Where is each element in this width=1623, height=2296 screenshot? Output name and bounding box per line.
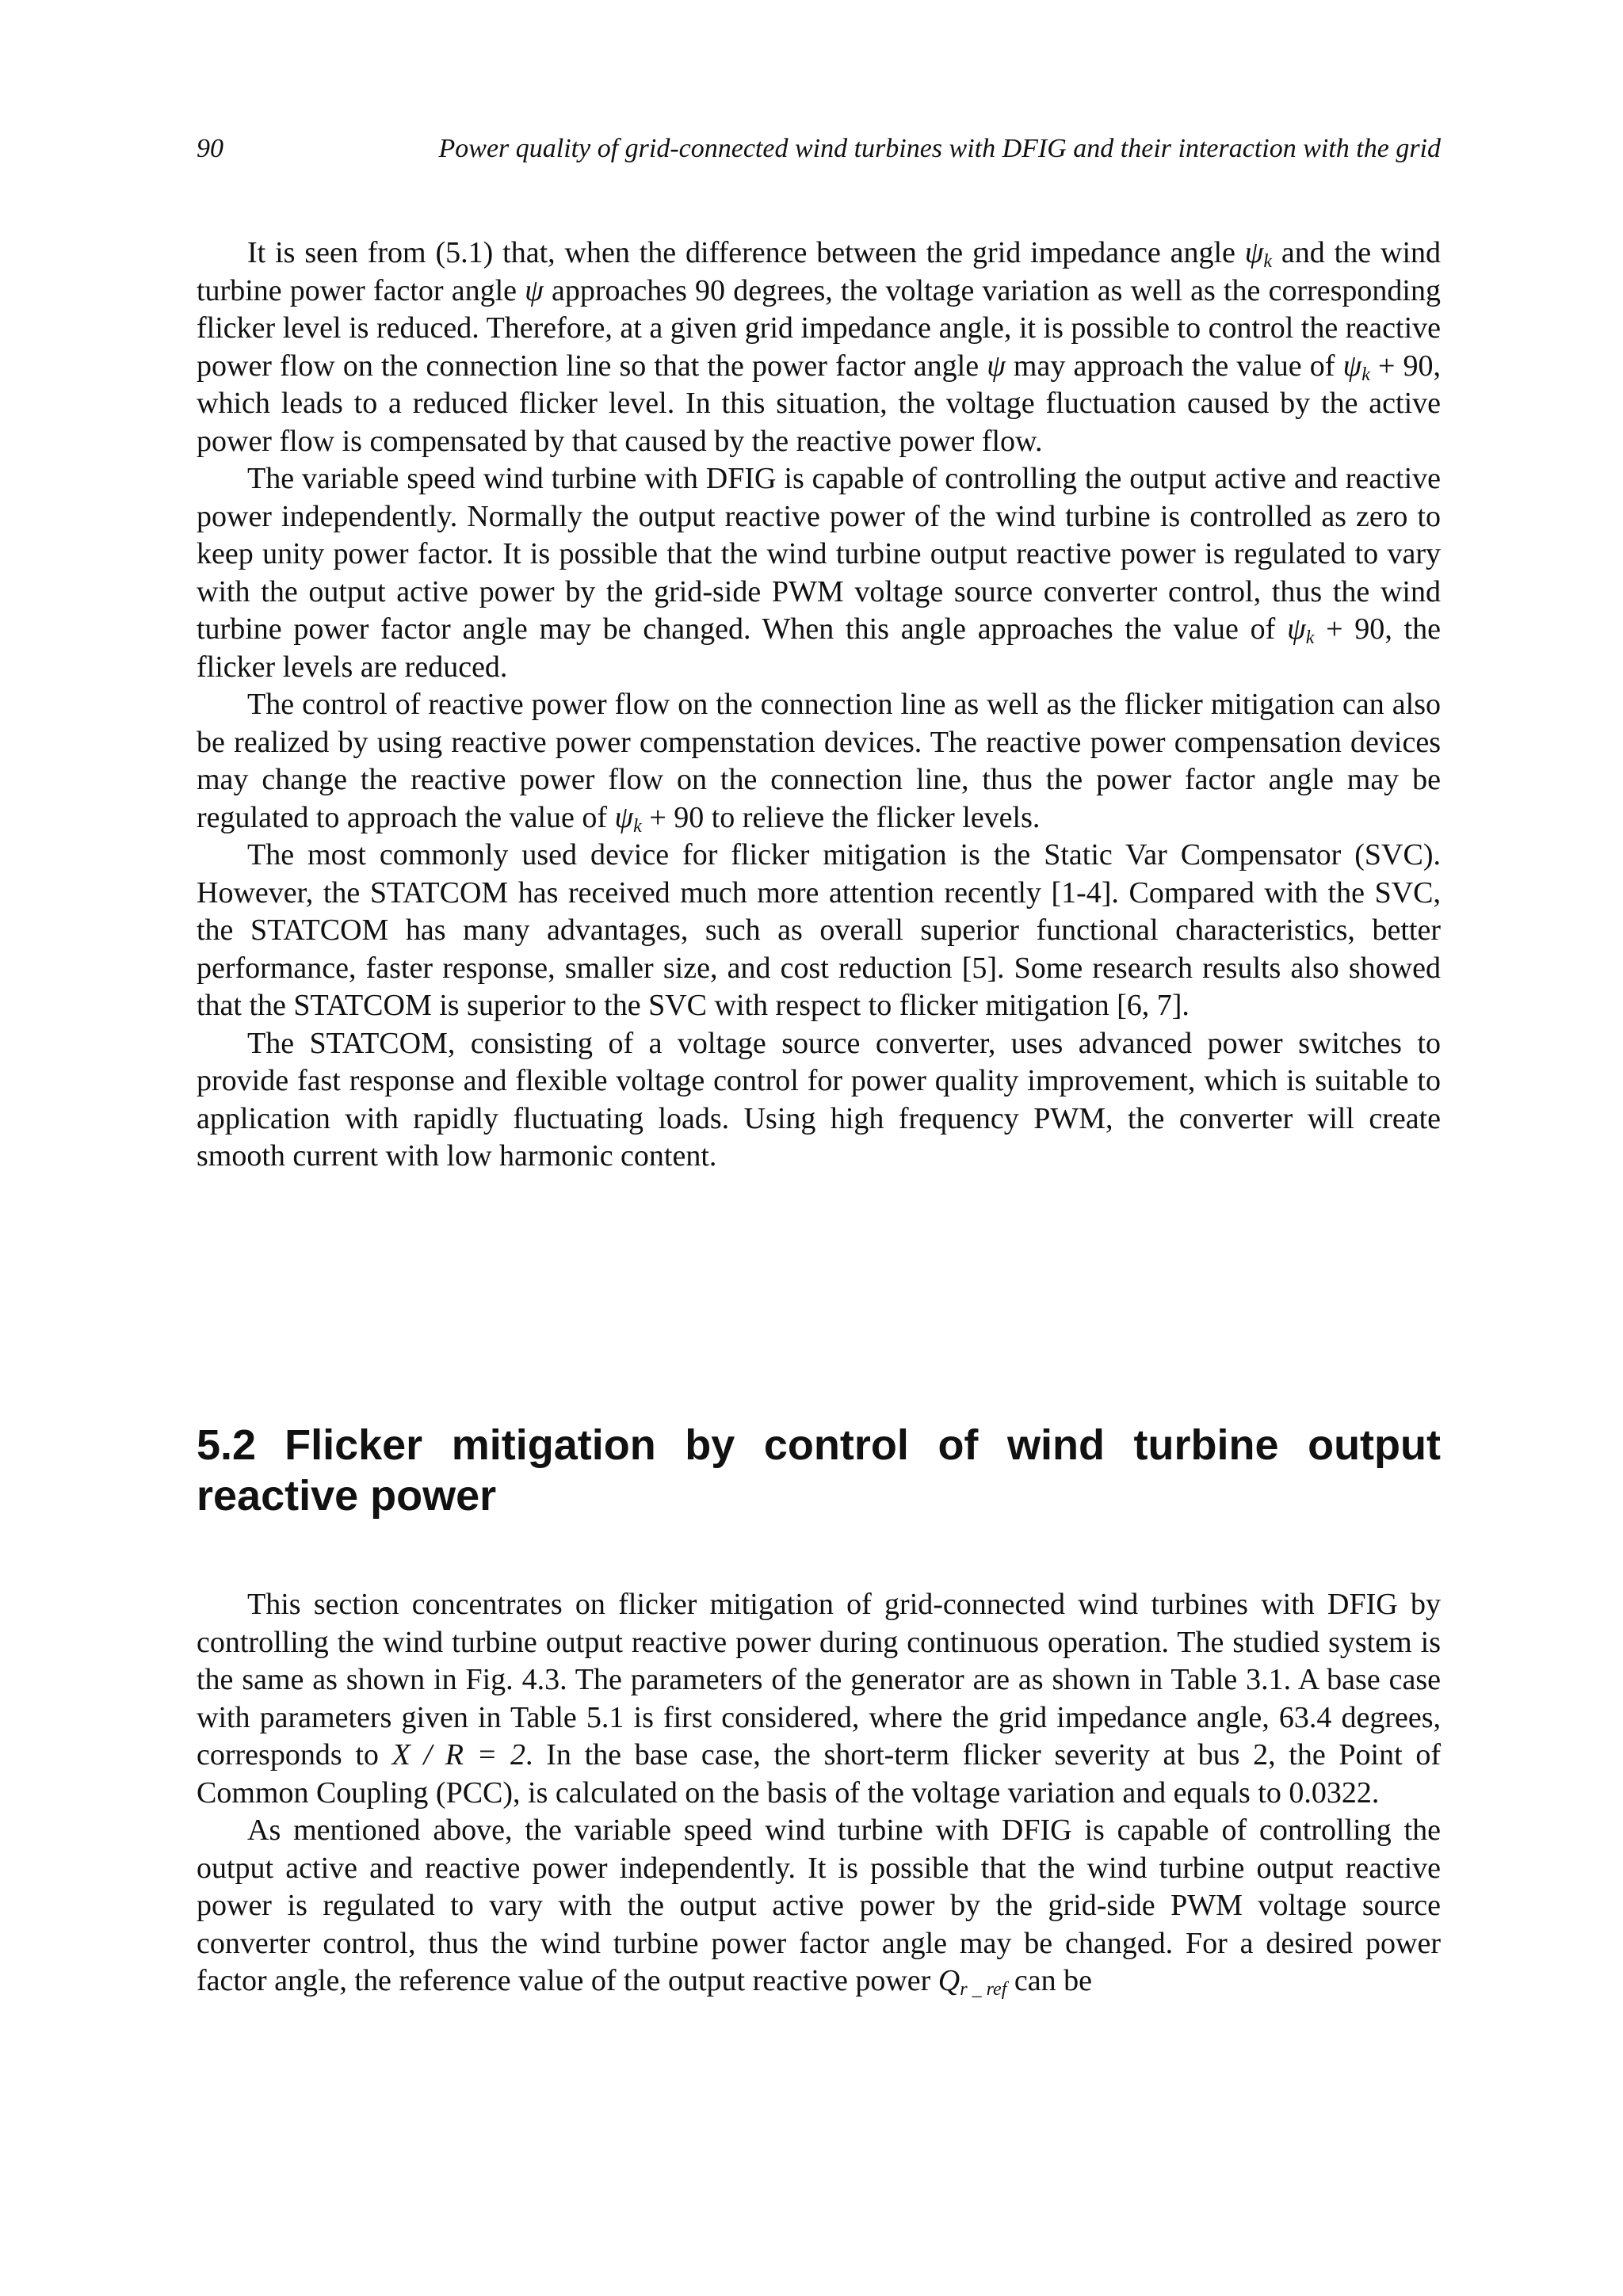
- psi-k-symbol: $\psi_k$: [1244, 236, 1273, 272]
- psi-k-plus-90: $\psi_k + 90$: [1287, 612, 1385, 648]
- section-title: Flicker mitigation by control of wind turbine output reactive power: [197, 1421, 1441, 1520]
- running-title: Power quality of grid-connected wind turbines with DFIG and their interaction with the grid: [438, 134, 1441, 163]
- section-number: 5.2: [197, 1421, 257, 1469]
- body-text-lower: [197, 1586, 1441, 2000]
- section-heading: [197, 1420, 1441, 1521]
- psi-symbol: ψ: [987, 349, 1006, 383]
- paragraph-4: The most commonly used device for flicker mitigation is the Static Var Compensator (SVC). However, the STATCOM has received much more attention recently [1-4]. Compared with the SVC, the STATCOM has many advantages, such as overall superior functional characteristics, better performance, faster response, smaller size, and cost reduction [5]. Some research results also showed that the STATCOM is superior to the SVC with respect to flicker mitigation [6, 7].: [197, 838, 1441, 1022]
- paragraph-3: The control of reactive power flow on the connection line as well as the flicker mitigation can also be realized by using reactive power compenstation devices. The reactive power compensation devices may change the reactive power flow on the connection line, thus the power factor angle may be regulated to approach the value of $\psi_k + 90$ to relieve the flicker levels.: [197, 688, 1441, 837]
- paragraph-5: The STATCOM, consisting of a voltage source converter, uses advanced power switches to provide fast response and flexible voltage control for power quality improvement, which is suitable to application with rapidly fluctuating loads. Using high frequency PWM, the converter will create smooth current with low harmonic content.: [197, 1026, 1441, 1173]
- psi-k-plus-90: $\psi_k + 90$: [614, 800, 705, 837]
- page-number: 90: [197, 134, 223, 163]
- x-over-r-equation: X / R = 2: [391, 1738, 526, 1772]
- psi-k-plus-90: $\psi_k + 90$: [1342, 349, 1434, 385]
- q-r-ref-symbol: $Q_{r \_ ref}$: [938, 1964, 1007, 2000]
- paragraph-2: The variable speed wind turbine with DFIG is capable of controlling the output active and reactive power independently. Normally the output reactive power of the wind turbine is controlled as zero to keep unity power factor. It is possible that the wind turbine output reactive power is regulated to vary with the output active power by the grid-side PWM voltage source converter control, thus the wind turbine power factor angle may be changed. When this angle approaches the value of $\psi_k + 90$, the flicker levels are reduced.: [197, 462, 1441, 684]
- body-text-upper: [197, 235, 1441, 1176]
- paragraph-1: It is seen from (5.1) that, when the difference between the grid impedance angle $\psi_k$ and the wind turbine power factor angle ψ approaches 90 degrees, the voltage variation as well as the corresponding flicker level is reduced. Therefore, at a given grid impedance angle, it is possible to control the reactive power flow on the connection line so that the power factor angle ψ may approach the value of $\psi_k + 90$, which leads to a reduced flicker level. In this situation, the voltage fluctuation caused by the active power flow is compensated by that caused by the reactive power flow.: [197, 236, 1442, 458]
- paragraph-6: This section concentrates on flicker mitigation of grid-connected wind turbines with DFIG by controlling the wind turbine output reactive power during continuous operation. The studied system is the same as shown in Fig. 4.3. The parameters of the generator are as shown in Table 3.1. A base case with parameters given in Table 5.1 is first considered, where the grid impedance angle, 63.4 degrees, corresponds to X / R = 2. In the base case, the short-term flicker severity at bus 2, the Point of Common Coupling (PCC), is calculated on the basis of the voltage variation and equals to 0.0322.: [197, 1588, 1442, 1810]
- psi-symbol: ψ: [525, 273, 544, 307]
- paragraph-7: As mentioned above, the variable speed wind turbine with DFIG is capable of controlling the output active and reactive power independently. It is possible that the wind turbine output reactive power is regulated to vary with the output active power by the grid-side PWM voltage source converter control, thus the wind turbine power factor angle may be changed. For a desired power factor angle, the reference value of the output reactive power $Q_{r \_ ref}$ can be: [197, 1814, 1441, 2000]
